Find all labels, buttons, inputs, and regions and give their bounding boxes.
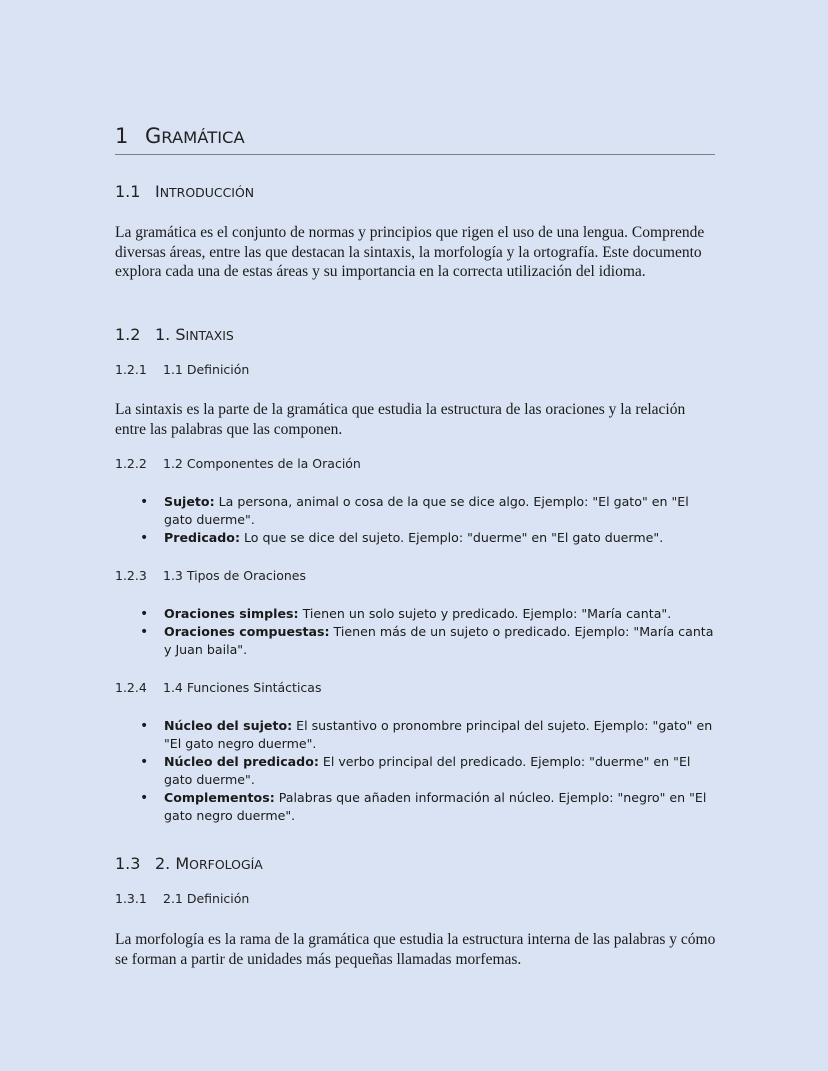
list-item-term: Núcleo del sujeto: (164, 718, 293, 733)
heading-title-initial: I (155, 182, 160, 201)
list-item (115, 717, 715, 753)
heading-title: 1.2 Componentes de la Oración (163, 456, 361, 471)
heading-morfologia (115, 854, 263, 873)
intro-paragraph: La gramática es el conjunto de normas y principios que rigen el uso de una lengua. Comprende diversas áreas, entre las que destacan la sintaxis, la morfología y la ortografía. Este documento explora cada una de estas áreas y su importancia en la correcta utilización del idioma. (115, 224, 705, 280)
heading-number: 1.2 (115, 325, 141, 344)
heading-sintaxis-definicion (115, 362, 249, 377)
heading-introduccion (115, 182, 254, 201)
heading-title-initial: S (175, 325, 186, 344)
list-item-text: Lo que se dice del sujeto. Ejemplo: "duerme" en "El gato duerme". (239, 530, 664, 545)
heading-title-rest: RAMÁTICA (161, 128, 245, 147)
list-item-text: El sustantivo o pronombre principal del sujeto. Ejemplo: "gato" en "El gato negro duerme". (164, 718, 713, 751)
heading-title: 1.1 Definición (163, 362, 250, 377)
list-item-text: Tienen más de un sujeto o predicado. Ejemplo: "María canta y Juan baila". (164, 624, 714, 657)
componentes-list (115, 493, 715, 547)
heading-funciones-sintacticas (115, 680, 321, 695)
list-item-text: Tienen un solo sujeto y predicado. Ejemplo: "María canta". (298, 606, 672, 621)
heading-number: 1.1 (115, 182, 141, 201)
sintaxis-definicion-paragraph: La sintaxis es la parte de la gramática que estudia la estructura de las oraciones y la relación entre las palabras que las componen. (115, 401, 686, 438)
list-item (115, 753, 715, 789)
list-item-term: Oraciones simples: (164, 606, 299, 621)
heading-number: 1 (115, 124, 129, 148)
heading-title-rest: INTAXIS (185, 328, 234, 343)
heading-number: 1.2.4 (115, 680, 147, 695)
list-item (115, 605, 715, 623)
heading-number: 1.3 (115, 854, 141, 873)
list-item-term: Predicado: (164, 530, 240, 545)
list-item (115, 493, 715, 529)
heading-number: 1.3.1 (115, 891, 147, 906)
heading-number: 1.2.1 (115, 362, 147, 377)
heading-title: 2.1 Definición (163, 891, 250, 906)
heading-sintaxis (115, 325, 234, 344)
list-item (115, 789, 715, 825)
heading-title-prefix: 2. (155, 854, 176, 873)
heading-title-initial: G (145, 124, 162, 148)
list-item-term: Oraciones compuestas: (164, 624, 330, 639)
morfologia-definicion-paragraph: La morfología es la rama de la gramática que estudia la estructura interna de las palabras y cómo se forman a partir de unidades más pequeñas llamadas morfemas. (115, 931, 716, 968)
heading-number: 1.2.2 (115, 456, 147, 471)
list-item-text: La persona, animal o cosa de la que se dice algo. Ejemplo: "El gato" en "El gato duerme". (164, 494, 689, 527)
heading-number: 1.2.3 (115, 568, 147, 583)
heading-title: 1.4 Funciones Sintácticas (163, 680, 322, 695)
list-item (115, 623, 715, 659)
list-item-term: Sujeto: (164, 494, 215, 509)
tipos-list (115, 605, 715, 659)
heading-componentes-oracion (115, 456, 361, 471)
heading-title-initial: M (175, 854, 190, 873)
heading-morfologia-definicion (115, 891, 249, 906)
list-item (115, 529, 715, 547)
list-item-term: Núcleo del predicado: (164, 754, 319, 769)
list-item-term: Complementos: (164, 790, 275, 805)
heading-title: 1.3 Tipos de Oraciones (163, 568, 306, 583)
heading-title-prefix: 1. (155, 325, 176, 344)
funciones-list (115, 717, 715, 825)
list-item-text: Palabras que añaden información al núcleo. Ejemplo: "negro" en "El gato negro duerme". (164, 790, 707, 823)
heading-tipos-oraciones (115, 568, 306, 583)
list-item-text: El verbo principal del predicado. Ejemplo: "duerme" en "El gato duerme". (164, 754, 691, 787)
heading-title-rest: NTRODUCCIÓN (159, 185, 255, 200)
heading-gramatica (115, 124, 715, 155)
heading-title-rest: ORFOLOGÍA (189, 857, 263, 872)
